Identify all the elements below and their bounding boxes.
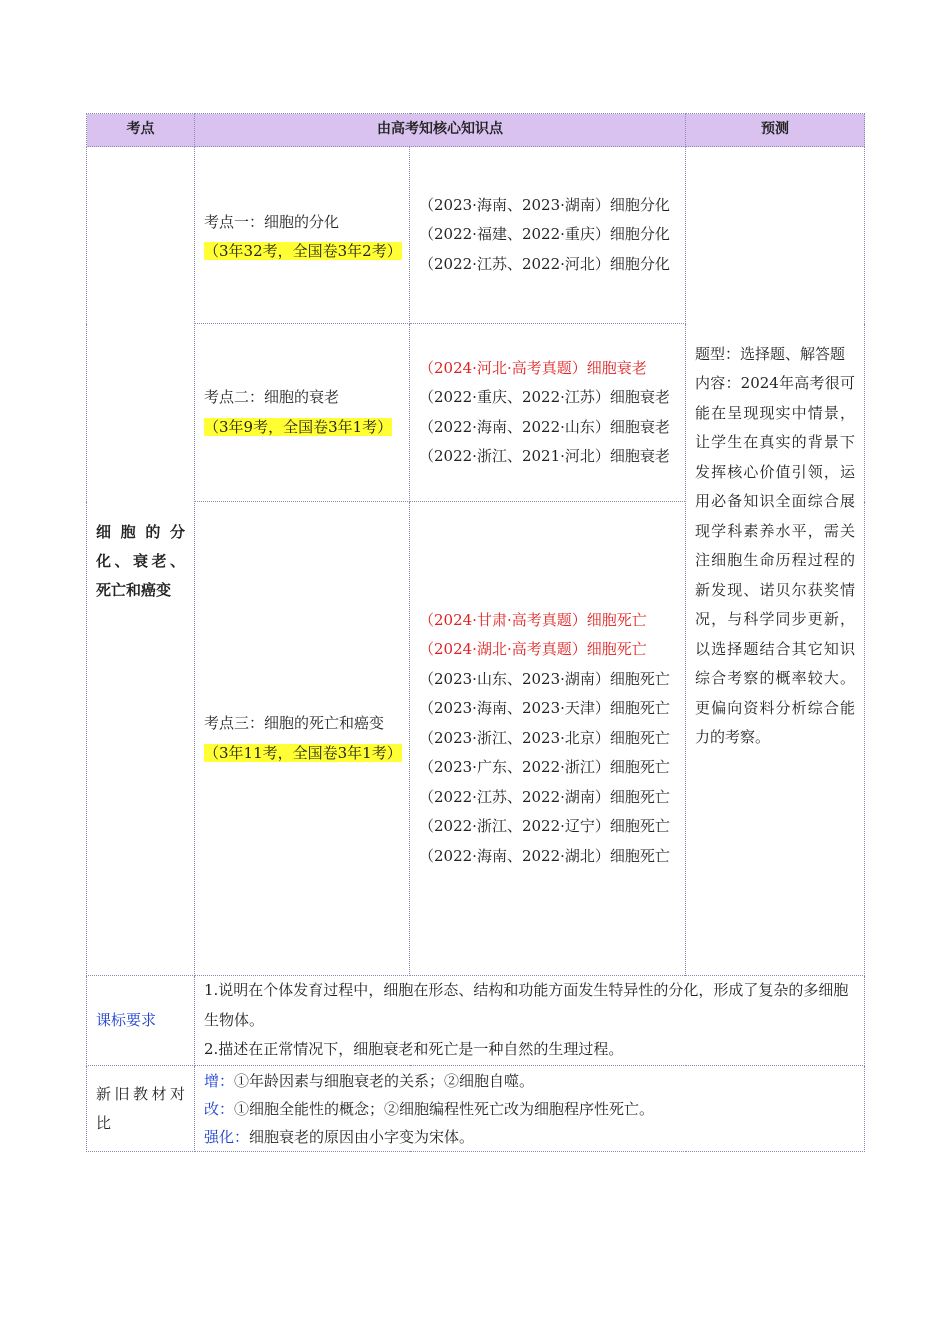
comparison-label: 新旧教材对比 bbox=[96, 1084, 185, 1132]
ref-item: （2022·福建、2022·重庆）细胞分化 bbox=[419, 225, 670, 244]
curriculum-row bbox=[87, 976, 865, 1066]
point-1-title: 考点一：细胞的分化 bbox=[204, 212, 340, 231]
comparison-label-cell bbox=[87, 1066, 195, 1152]
point-2-stat: （3年9考，全国卷3年1考） bbox=[204, 417, 393, 436]
point-row-1 bbox=[87, 147, 865, 324]
comparison-change bbox=[204, 1095, 855, 1123]
ref-item: （2022·海南、2022·湖北）细胞死亡 bbox=[419, 846, 670, 865]
header-row bbox=[87, 114, 865, 147]
curriculum-item-2: 2.描述在正常情况下，细胞衰老和死亡是一种自然的生理过程。 bbox=[204, 1040, 624, 1059]
ref-item: （2023·山东、2023·湖南）细胞死亡 bbox=[419, 669, 670, 688]
point-2-refs bbox=[410, 324, 686, 502]
point-3-cell bbox=[195, 502, 410, 976]
comparison-text-add: ①年龄因素与细胞衰老的关系；②细胞自噬。 bbox=[234, 1071, 535, 1090]
comparison-add bbox=[204, 1067, 855, 1095]
ref-item: （2022·浙江、2022·辽宁）细胞死亡 bbox=[419, 817, 670, 836]
prediction-cell bbox=[686, 147, 865, 976]
point-1-refs bbox=[410, 147, 686, 324]
point-3-title: 考点三：细胞的死亡和癌变 bbox=[204, 714, 385, 732]
header-knowledge: 由高考知核心知识点 bbox=[195, 114, 686, 147]
comparison-strengthen bbox=[204, 1123, 855, 1151]
comparison-tag-strengthen: 强化： bbox=[204, 1127, 250, 1146]
prediction-text: 题型：选择题、解答题 内容：2024年高考很可能在呈现现实中情景，让学生在真实的背景下发挥核心价值引领，运用必备知识全面综合展现学科素养水平，需关注细胞生命历程过程的新发现、诺贝尔获奖情况，与科学同步更新，以选择题结合其它知识综合考察的概率较大。更偏向资料分析综合能力的考察。 bbox=[695, 344, 855, 746]
ref-item: （2022·海南、2022·山东）细胞衰老（2022·浙江、2021·河北）细胞衰老 bbox=[419, 417, 670, 465]
ref-item: （2024·湖北·高考真题）细胞死亡 bbox=[419, 640, 647, 659]
knowledge-table bbox=[86, 113, 865, 1152]
header-prediction: 预测 bbox=[686, 114, 865, 147]
comparison-tag-change: 改： bbox=[204, 1099, 235, 1118]
curriculum-content bbox=[195, 976, 865, 1066]
topic-name: 细胞的分化、衰老、死亡和癌变 bbox=[96, 522, 185, 599]
ref-item: （2023·海南、2023·湖南）细胞分化 bbox=[419, 195, 670, 214]
ref-item: （2024·甘肃·高考真题）细胞死亡 bbox=[419, 610, 647, 629]
point-3-refs bbox=[410, 502, 686, 976]
header-topic: 考点 bbox=[87, 114, 195, 147]
comparison-text-strengthen: 细胞衰老的原因由小字变为宋体。 bbox=[249, 1127, 475, 1146]
topic-cell bbox=[87, 147, 195, 976]
ref-item: （2023·浙江、2023·北京）细胞死亡 bbox=[419, 728, 670, 747]
comparison-content bbox=[195, 1066, 865, 1152]
ref-item: （2022·江苏、2022·湖南）细胞死亡 bbox=[419, 787, 670, 806]
comparison-text-change: ①细胞全能性的概念；②细胞编程性死亡改为细胞程序性死亡。 bbox=[234, 1099, 655, 1118]
point-3-stat: （3年11考，全国卷3年1考） bbox=[204, 743, 402, 762]
comparison-tag-add: 增： bbox=[204, 1071, 235, 1090]
point-2-title: 考点二：细胞的衰老 bbox=[204, 388, 340, 406]
ref-item: （2022·重庆、2022·江苏）细胞衰老 bbox=[419, 388, 670, 406]
ref-item: （2023·广东、2022·浙江）细胞死亡 bbox=[419, 758, 670, 777]
point-2-cell bbox=[195, 324, 410, 502]
curriculum-label: 课标要求 bbox=[96, 1010, 157, 1029]
point-1-cell bbox=[195, 147, 410, 324]
comparison-row bbox=[87, 1066, 865, 1152]
ref-item: （2024·河北·高考真题）细胞衰老 bbox=[419, 358, 647, 377]
curriculum-label-cell bbox=[87, 976, 195, 1066]
ref-item: （2023·海南、2023·天津）细胞死亡 bbox=[419, 699, 670, 718]
ref-item: （2022·江苏、2022·河北）细胞分化 bbox=[419, 254, 670, 273]
point-1-stat: （3年32考，全国卷3年2考） bbox=[204, 242, 402, 260]
curriculum-item-1: 1.说明在个体发育过程中，细胞在形态、结构和功能方面发生特异性的分化，形成了复杂的多细胞生物体。 bbox=[204, 981, 849, 1029]
